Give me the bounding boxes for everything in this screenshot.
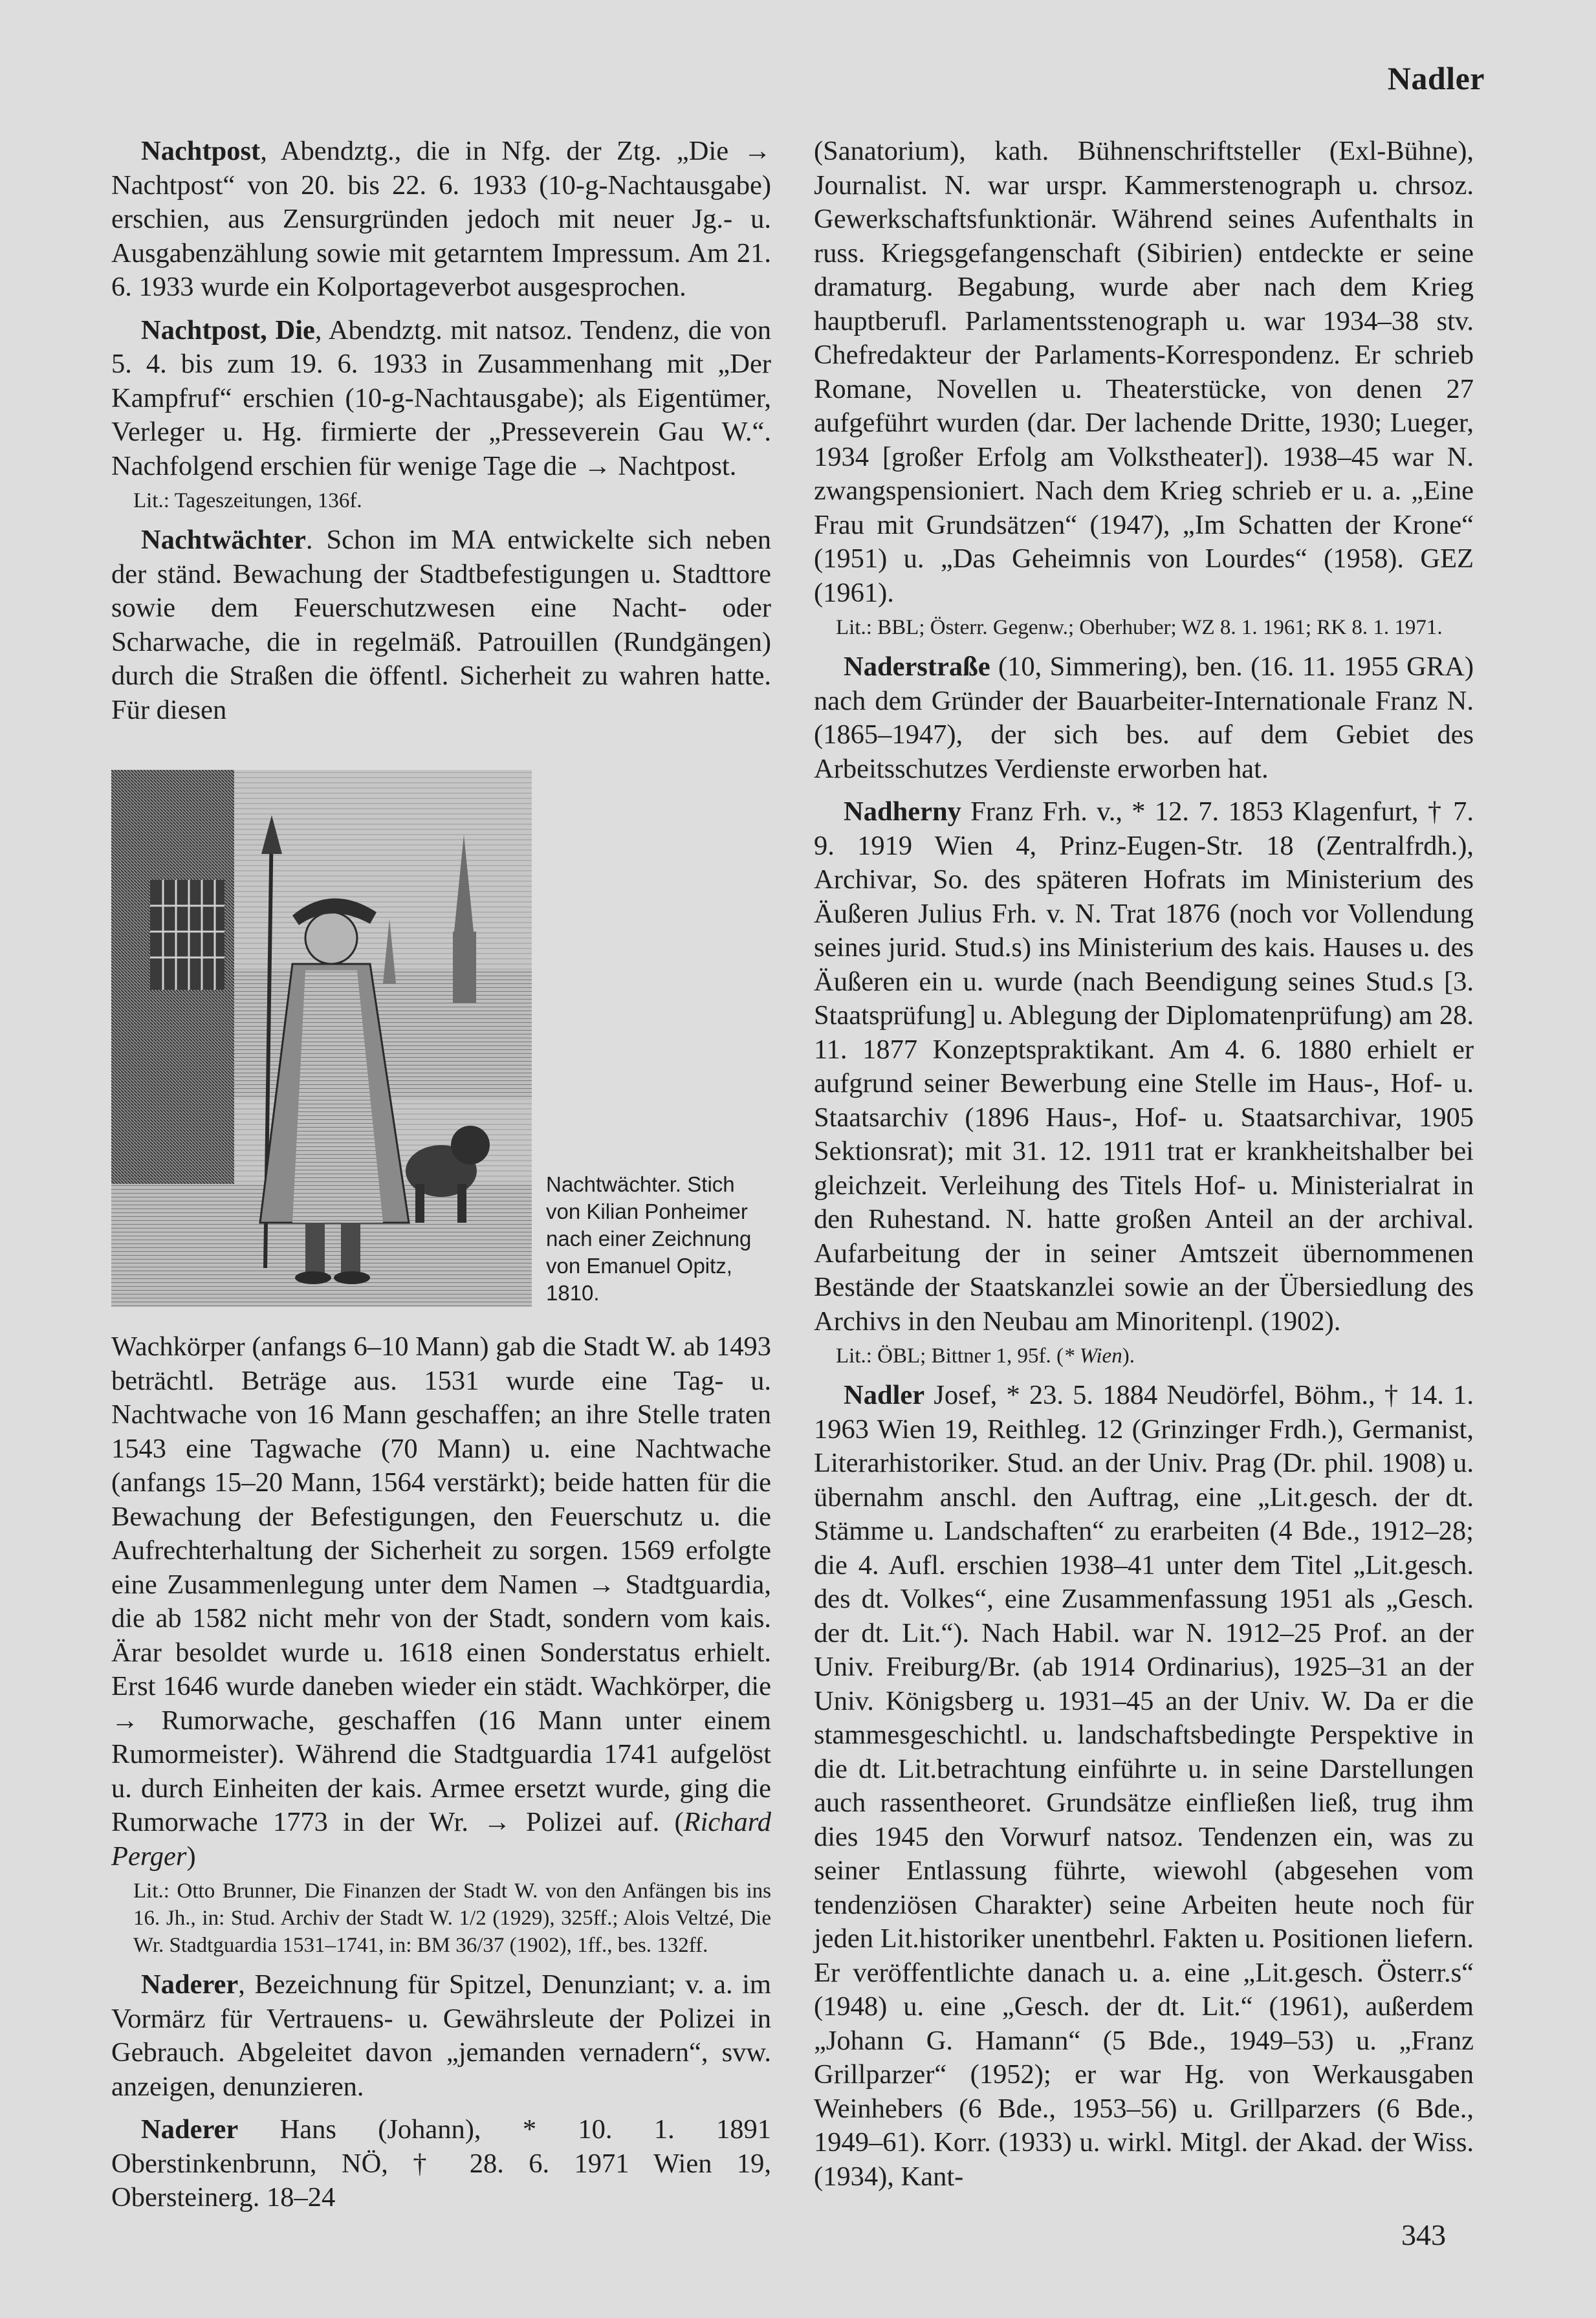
entry-text-naderer-hans: Hans (Johann), * 10. 1. 1891 Oberstinkenbrunn, NÖ, † 28. 6. 1971 Wien 19, Obersteinerg. 18–24	[111, 2114, 771, 2213]
caption-line: 1810.	[546, 1281, 600, 1305]
lit-nadherny	[814, 1342, 1474, 1370]
figure-nachtwaechter	[111, 770, 771, 1307]
headword-nachtwaechter: Nachtwächter	[141, 525, 306, 555]
entry-text-nachtpost-die: , Abendztg. mit natsoz. Tendenz, die von 5. 4. bis zum 19. 6. 1933 in Zusammenhang mit „Der Kampfruf“ erschien (10-g-Nachtausgabe); als Eigentümer, Verleger u. Hg. firmierte der „Presseverein Gau W.“. Nachfolgend erschien für wenige Tage die → Nachtpost.	[111, 314, 771, 481]
headword-naderer-hans: Naderer	[141, 2114, 239, 2145]
headword-nachtpost: Nachtpost	[141, 136, 261, 166]
entry-naderer-hans	[111, 2113, 771, 2215]
headword-nadler: Nadler	[844, 1380, 925, 1410]
caption-line: nach einer Zeichnung	[546, 1227, 752, 1251]
page-number: 343	[1401, 2218, 1446, 2251]
entry-text-naderer: , Bezeichnung für Spitzel, Denunziant; v. a. im Vormärz für Vertrauens- u. Gewährsleute der Polizei in Gebrauch. Abgeleitet davon „jemanden vernadern“, svw. anzeigen, denunzieren.	[111, 1969, 771, 2102]
caption-line: von Emanuel Opitz,	[546, 1254, 732, 1278]
caption-line: von Kilian Ponheimer	[546, 1199, 748, 1223]
engraving-image	[111, 770, 532, 1307]
entry-nadherny	[814, 795, 1474, 1339]
running-head: Nadler	[1387, 60, 1485, 96]
headword-naderer: Naderer	[141, 1969, 239, 2000]
entry-text-naderer-hans-cont: (Sanatorium), kath. Bühnenschriftsteller (Exl-Bühne), Journalist. N. war urspr. Kammerstenograph u. chrsoz. Gewerkschaftsfunktionär. Während seines Aufenthalts in russ. Kriegsgefangenschaft (Sibirien) entdeckte er seine dramaturg. Begabung, wurde aber nach dem Krieg hauptberufl. Parlamentsstenograph u. war 1934–38 stv. Chefredakteur der Parlaments-Korrespondenz. Er schrieb Romane, Novellen u. Theaterstücke, von denen 27 aufgeführt wurden (dar. Der lachende Dritte, 1930; Lueger, 1934 [großer Erfolg am Volkstheater]). 1938–45 war N. zwangspensioniert. Nach dem Krieg schrieb er u. a. „Eine Frau mit Grundsätzen“ (1947), „Im Schatten der Krone“ (1951) u. „Das Geheimnis von Lourdes“ (1958). GEZ (1961).	[814, 136, 1474, 608]
author-close: )	[186, 1841, 196, 1872]
left-column	[111, 135, 771, 2215]
lit-nachtpost-die: Lit.: Tageszeitungen, 136f.	[133, 489, 362, 512]
lit-nadherny-close: ).	[1122, 1344, 1135, 1368]
headword-nadherny: Nadherny	[844, 796, 961, 827]
headword-naderstrasse: Naderstraße	[844, 651, 990, 682]
entry-text-nachtwaechter-body: Wachkörper (anfangs 6–10 Mann) gab die Stadt W. ab 1493 beträchtl. Beträge aus. 1531 wurde eine Tag- u. Nachtwache von 16 Mann geschaffen; an ihre Stelle traten 1543 eine Tagwache (70 Mann) u. eine Nachtwache (anfangs 15–20 Mann, 1564 verstärkt); beide hatten für die Bewachung der Befestigungen, den Feuerschutz u. die Aufrechterhaltung der Sicherheit zu sorgen. 1569 erfolgte eine Zusammenlegung unter dem Namen → Stadtguardia, die ab 1582 nicht mehr von der Stadt, sondern vom kais. Ärar besoldet wurde u. 1618 einen Sonderstatus erhielt. Erst 1646 wurde daneben wieder ein städt. Wachkörper, die → Rumorwache, geschaffen (16 Mann unter einem Rumormeister). Während die Stadtguardia 1741 aufgelöst u. durch Einheiten der kais. Armee ersetzt wurde, ging die Rumorwache 1773 in der Wr. → Polizei auf. (	[111, 1331, 771, 1837]
figure-caption	[546, 1171, 751, 1307]
entry-text-nachtpost: , Abendztg., die in Nfg. der Ztg. „Die → Nachtpost“ von 20. bis 22. 6. 1933 (10-g-Nachtausgabe) erschien, aus Zensurgründen jedoch mit neuer Jg.- u. Ausgabenzählung sowie mit getarntem Impressum. Am 21. 6. 1933 wurde ein Kolportageverbot ausgesprochen.	[111, 136, 771, 302]
entry-naderer	[111, 1968, 771, 2104]
entry-nadler	[814, 1379, 1474, 2194]
entry-text-naderstrasse: (10, Simmering), ben. (16. 11. 1955 GRA) nach dem Gründer der Bauarbeiter-Internationale Franz N. (1865–1947), der sich bes. auf dem Gebiet des Arbeitsschutzes Verdienste erworben hat.	[814, 651, 1474, 784]
caption-line: Nachtwächter. Stich	[546, 1172, 735, 1196]
lit-nadherny-italic: * Wien	[1063, 1344, 1122, 1368]
entry-nachtwaechter	[111, 523, 771, 727]
lit-nachtwaechter: Lit.: Otto Brunner, Die Finanzen der Stadt W. von den Anfängen bis ins 16. Jh., in: Stud. Archiv der Stadt W. 1/2 (1929), 325ff.; Alois Veltzé, Die Wr. Stadtguardia 1531–1741, in: BM 36/37 (1902), 1ff., bes. 132ff.	[133, 1879, 771, 1957]
entry-text-nachtwaechter-1: . Schon im MA entwickelte sich neben der ständ. Bewachung der Stadtbefestigungen u. Stadttore sowie dem Feuerschutzwesen eine Nacht- oder Scharwache, die in regelmäß. Patrouillen (Rundgängen) durch die Straßen die öffentl. Sicherheit zu wahren hatte. Für diesen	[111, 525, 771, 725]
headword-nachtpost-die: Nachtpost, Die	[141, 314, 315, 345]
lit-naderer-hans: Lit.: BBL; Österr. Gegenw.; Oberhuber; WZ 8. 1. 1961; RK 8. 1. 1971.	[836, 616, 1443, 639]
entry-text-nachtwaechter-2	[111, 1330, 771, 1874]
lit-nadherny-text: Lit.: ÖBL; Bittner 1, 95f. (	[836, 1344, 1064, 1368]
entry-naderstrasse	[814, 650, 1474, 786]
entry-text-nadherny: Franz Frh. v., * 12. 7. 1853 Klagenfurt, † 7. 9. 1919 Wien 4, Prinz-Eugen-Str. 18 (Zentralfrdh.), Archivar, So. des späteren Hofrats im Ministerium des Äußeren Julius Frh. v. N. Trat 1876 (noch vor Vollendung seines jurid. Stud.s) ins Ministerium des kais. Hauses u. des Äußeren ein u. wurde (nach Beendigung seines Stud.s [3. Staatsprüfung] u. Ablegung der Diplomatenprüfung) am 28. 11. 1877 Konzeptspraktikant. Am 4. 6. 1880 erhielt er aufgrund seiner Bewerbung eine Stelle im Haus-, Hof- u. Staatsarchiv (1896 Haus-, Hof- u. Staatsarchivar, 1905 Sektionsrat); mit 31. 12. 1911 trat er krankheitshalber bei gleichzeit. Verleihung des Titels Hof- u. Ministerialrat in den Ruhestand. N. hatte großen Anteil an der archival. Aufarbeitung der in seiner Amtszeit übernommenen Bestände der Staatskanzlei sowie an der Übersiedlung des Archivs in den Neubau am Minoritenpl. (1902).	[814, 796, 1474, 1337]
entry-nachtpost-die	[111, 314, 771, 484]
entry-nachtpost	[111, 135, 771, 305]
entry-text-nadler: Josef, * 23. 5. 1884 Neudörfel, Böhm., † 14. 1. 1963 Wien 19, Reithleg. 12 (Grinzinger Frdh.), Germanist, Literarhistoriker. Stud. an der Univ. Prag (Dr. phil. 1908) u. übernahm anschl. den Auftrag, eine „Lit.gesch. der dt. Stämme u. Landschaften“ zu erarbeiten (4 Bde., 1912–28; die 4. Aufl. erschien 1938–41 unter dem Titel „Lit.gesch. des dt. Volkes“, eine Zusammenfassung 1951 als „Gesch. der dt. Lit.“). Nach Habil. war N. 1912–25 Prof. an der Univ. Freiburg/Br. (ab 1914 Ordinarius), 1925–31 an der Univ. Königsberg u. 1931–45 an der Univ. W. Da er die stammesgeschichtl. u. landschaftsbedingte Perspektive in die dt. Lit.betrachtung einführte u. in seine Darstellungen auch rassentheoret. Grundsätze einfließen ließ, trug ihm dies 1945 den Vorwurf natsoz. Tendenzen ein, was zu seiner Entlassung führte, wiewohl (abgesehen vom tendenziösen Charakter) seine Arbeiten heute noch für jeden Lit.historiker unentbehrl. Fakten u. Positionen liefern. Er veröffentlichte danach u. a. eine „Lit.gesch. Österr.s“ (1948) u. eine „Gesch. der dt. Lit.“ (1961), außerdem „Johann G. Hamann“ (5 Bde., 1949–53) u. „Franz Grillparzer“ (1952); er war Hg. von Werkausgaben Weinhebers (6 Bde., 1953–56) u. Grillparzers (6 Bde., 1949–61). Korr. (1933) u. wirkl. Mitgl. der Akad. der Wiss. (1934), Kant-	[814, 1380, 1474, 2192]
author-credit: Richard Perger	[111, 1807, 771, 1872]
right-column	[814, 135, 1474, 2194]
